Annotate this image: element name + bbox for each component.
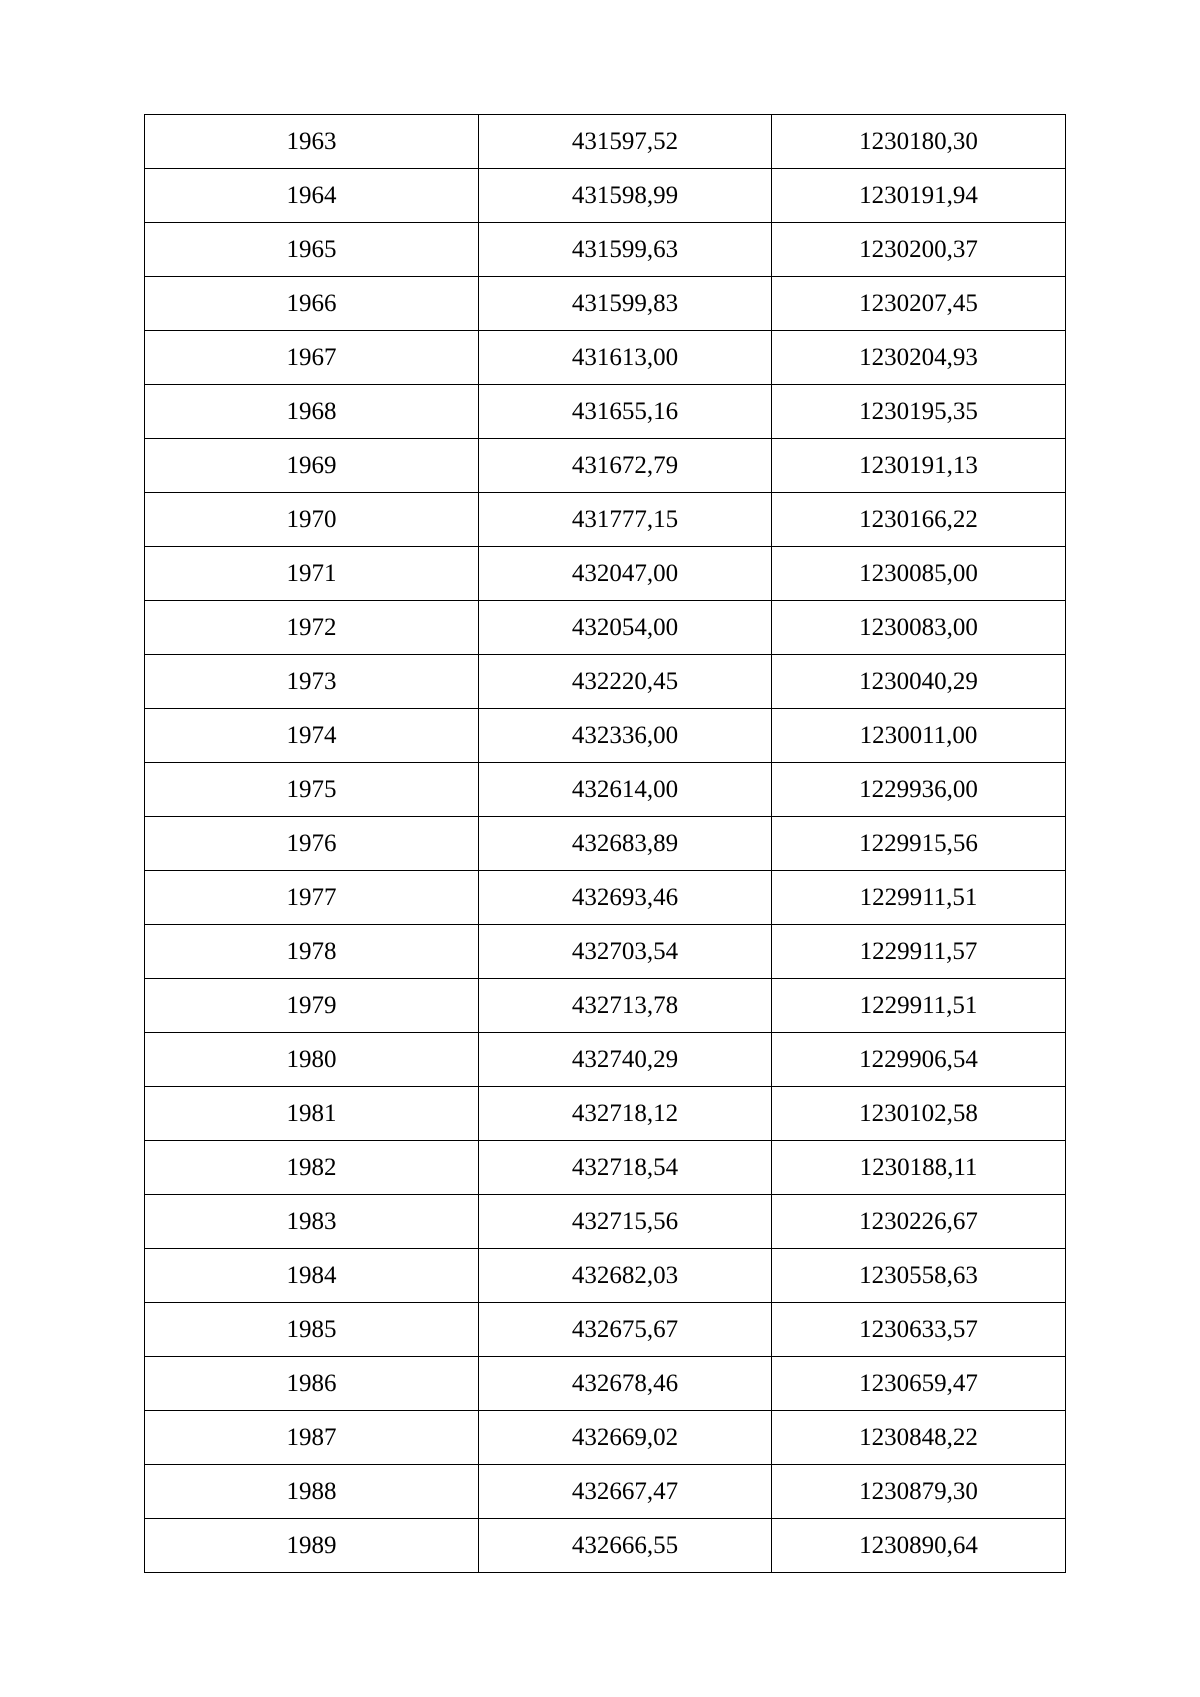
coordinates-table-body — [145, 115, 1066, 1573]
table-row — [145, 1249, 1066, 1303]
x-coordinate-cell: 432713,78 — [479, 979, 772, 1033]
x-coordinate-cell: 431777,15 — [479, 493, 772, 547]
table-row — [145, 385, 1066, 439]
point-number-cell: 1963 — [145, 115, 479, 169]
y-coordinate-cell: 1230166,22 — [772, 493, 1066, 547]
y-coordinate-cell: 1230879,30 — [772, 1465, 1066, 1519]
x-coordinate-cell: 432667,47 — [479, 1465, 772, 1519]
table-row — [145, 1357, 1066, 1411]
point-number-cell: 1989 — [145, 1519, 479, 1573]
point-number-cell: 1978 — [145, 925, 479, 979]
y-coordinate-cell: 1229906,54 — [772, 1033, 1066, 1087]
x-coordinate-cell: 432693,46 — [479, 871, 772, 925]
table-row — [145, 223, 1066, 277]
y-coordinate-cell: 1230180,30 — [772, 115, 1066, 169]
point-number-cell: 1965 — [145, 223, 479, 277]
x-coordinate-cell: 432682,03 — [479, 1249, 772, 1303]
point-number-cell: 1975 — [145, 763, 479, 817]
y-coordinate-cell: 1230207,45 — [772, 277, 1066, 331]
y-coordinate-cell: 1230226,67 — [772, 1195, 1066, 1249]
point-number-cell: 1977 — [145, 871, 479, 925]
point-number-cell: 1986 — [145, 1357, 479, 1411]
point-number-cell: 1985 — [145, 1303, 479, 1357]
y-coordinate-cell: 1230195,35 — [772, 385, 1066, 439]
table-row — [145, 817, 1066, 871]
table-row — [145, 871, 1066, 925]
table-row — [145, 439, 1066, 493]
coordinates-table — [144, 114, 1066, 1573]
point-number-cell: 1982 — [145, 1141, 479, 1195]
x-coordinate-cell: 432669,02 — [479, 1411, 772, 1465]
table-row — [145, 1411, 1066, 1465]
y-coordinate-cell: 1230191,13 — [772, 439, 1066, 493]
x-coordinate-cell: 432054,00 — [479, 601, 772, 655]
table-row — [145, 1519, 1066, 1573]
point-number-cell: 1964 — [145, 169, 479, 223]
x-coordinate-cell: 432703,54 — [479, 925, 772, 979]
x-coordinate-cell: 432047,00 — [479, 547, 772, 601]
y-coordinate-cell: 1229911,51 — [772, 871, 1066, 925]
table-row — [145, 331, 1066, 385]
y-coordinate-cell: 1229915,56 — [772, 817, 1066, 871]
x-coordinate-cell: 432666,55 — [479, 1519, 772, 1573]
x-coordinate-cell: 432718,12 — [479, 1087, 772, 1141]
point-number-cell: 1988 — [145, 1465, 479, 1519]
y-coordinate-cell: 1229936,00 — [772, 763, 1066, 817]
point-number-cell: 1976 — [145, 817, 479, 871]
y-coordinate-cell: 1230633,57 — [772, 1303, 1066, 1357]
table-row — [145, 925, 1066, 979]
y-coordinate-cell: 1230102,58 — [772, 1087, 1066, 1141]
y-coordinate-cell: 1230204,93 — [772, 331, 1066, 385]
x-coordinate-cell: 432678,46 — [479, 1357, 772, 1411]
x-coordinate-cell: 431598,99 — [479, 169, 772, 223]
table-row — [145, 277, 1066, 331]
point-number-cell: 1974 — [145, 709, 479, 763]
table-row — [145, 1465, 1066, 1519]
x-coordinate-cell: 432220,45 — [479, 655, 772, 709]
y-coordinate-cell: 1230083,00 — [772, 601, 1066, 655]
y-coordinate-cell: 1230011,00 — [772, 709, 1066, 763]
y-coordinate-cell: 1229911,51 — [772, 979, 1066, 1033]
y-coordinate-cell: 1230200,37 — [772, 223, 1066, 277]
x-coordinate-cell: 432336,00 — [479, 709, 772, 763]
y-coordinate-cell: 1230040,29 — [772, 655, 1066, 709]
point-number-cell: 1983 — [145, 1195, 479, 1249]
table-row — [145, 979, 1066, 1033]
x-coordinate-cell: 432683,89 — [479, 817, 772, 871]
point-number-cell: 1968 — [145, 385, 479, 439]
point-number-cell: 1973 — [145, 655, 479, 709]
y-coordinate-cell: 1230188,11 — [772, 1141, 1066, 1195]
table-row — [145, 1303, 1066, 1357]
table-row — [145, 1087, 1066, 1141]
x-coordinate-cell: 432740,29 — [479, 1033, 772, 1087]
x-coordinate-cell: 432614,00 — [479, 763, 772, 817]
point-number-cell: 1981 — [145, 1087, 479, 1141]
x-coordinate-cell: 431672,79 — [479, 439, 772, 493]
point-number-cell: 1970 — [145, 493, 479, 547]
y-coordinate-cell: 1230191,94 — [772, 169, 1066, 223]
table-row — [145, 115, 1066, 169]
point-number-cell: 1969 — [145, 439, 479, 493]
table-row — [145, 601, 1066, 655]
point-number-cell: 1971 — [145, 547, 479, 601]
y-coordinate-cell: 1230659,47 — [772, 1357, 1066, 1411]
y-coordinate-cell: 1230890,64 — [772, 1519, 1066, 1573]
x-coordinate-cell: 431655,16 — [479, 385, 772, 439]
point-number-cell: 1972 — [145, 601, 479, 655]
y-coordinate-cell: 1230848,22 — [772, 1411, 1066, 1465]
x-coordinate-cell: 431599,83 — [479, 277, 772, 331]
point-number-cell: 1967 — [145, 331, 479, 385]
table-row — [145, 493, 1066, 547]
y-coordinate-cell: 1229911,57 — [772, 925, 1066, 979]
table-row — [145, 547, 1066, 601]
table-row — [145, 169, 1066, 223]
table-row — [145, 763, 1066, 817]
x-coordinate-cell: 432715,56 — [479, 1195, 772, 1249]
table-row — [145, 655, 1066, 709]
point-number-cell: 1980 — [145, 1033, 479, 1087]
x-coordinate-cell: 431613,00 — [479, 331, 772, 385]
x-coordinate-cell: 431597,52 — [479, 115, 772, 169]
table-row — [145, 1195, 1066, 1249]
point-number-cell: 1966 — [145, 277, 479, 331]
y-coordinate-cell: 1230558,63 — [772, 1249, 1066, 1303]
point-number-cell: 1984 — [145, 1249, 479, 1303]
y-coordinate-cell: 1230085,00 — [772, 547, 1066, 601]
table-row — [145, 709, 1066, 763]
point-number-cell: 1979 — [145, 979, 479, 1033]
x-coordinate-cell: 432718,54 — [479, 1141, 772, 1195]
point-number-cell: 1987 — [145, 1411, 479, 1465]
x-coordinate-cell: 431599,63 — [479, 223, 772, 277]
x-coordinate-cell: 432675,67 — [479, 1303, 772, 1357]
table-row — [145, 1141, 1066, 1195]
table-row — [145, 1033, 1066, 1087]
